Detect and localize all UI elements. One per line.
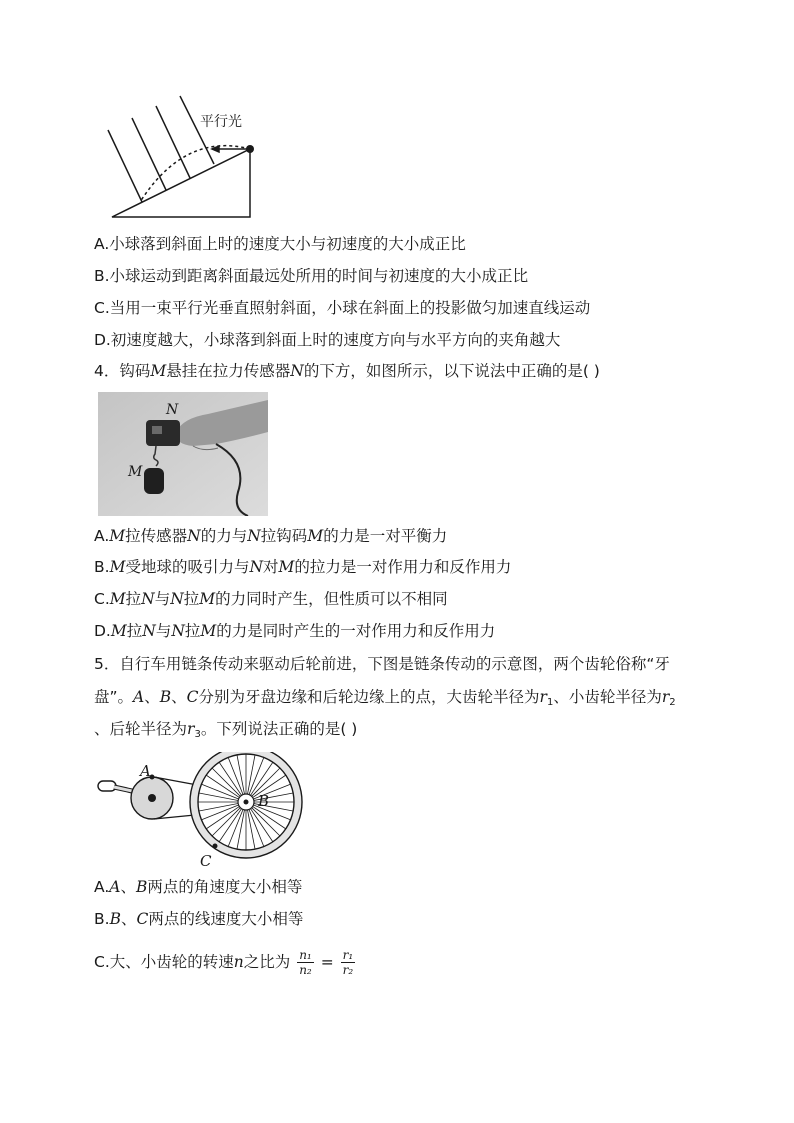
q3-option-c: C.当用一束平行光垂直照射斜面，小球在斜面上的投影做匀加速直线运动 bbox=[94, 299, 591, 317]
ball bbox=[246, 145, 254, 153]
trajectory-dashed bbox=[140, 146, 250, 202]
q4-stem: 4．钩码M悬挂在拉力传感器N的下方，如图所示，以下说法中正确的是( ) bbox=[94, 362, 600, 380]
q3-option-b: B.小球运动到距离斜面最远处所用的时间与初速度的大小成正比 bbox=[94, 267, 529, 285]
q5-option-c: C.大、小齿轮的转速n之比为 $\frac{\text{n₁}}{\text{n₂}}$ = $\frac{\text{r₁}}{\text{r₂}}$ bbox=[94, 948, 354, 977]
q4-option-c: C.M拉N与N拉M的力同时产生，但性质可以不相同 bbox=[94, 590, 448, 608]
photo-label-n: N bbox=[166, 402, 179, 418]
q4-option-b: B.M受地球的吸引力与N对M的拉力是一对作用力和反作用力 bbox=[94, 558, 512, 576]
label-a: A bbox=[140, 762, 151, 780]
incline-projectile-figure bbox=[100, 92, 270, 222]
point-c bbox=[213, 844, 218, 849]
q5-stem-line2: 盘”。A、B、C分别为牙盘边缘和后轮边缘上的点，大齿轮半径为$r_1$、小齿轮半径为$r_2$ bbox=[94, 688, 676, 708]
light-ray bbox=[108, 130, 142, 202]
bicycle-chain-figure bbox=[94, 752, 310, 870]
light-ray bbox=[132, 118, 166, 190]
q5-option-b: B.B、C两点的线速度大小相等 bbox=[94, 910, 304, 928]
fraction-n: $\frac{\text{n₁}}{\text{n₂}}$ bbox=[299, 948, 312, 977]
photo-label-m: M bbox=[128, 464, 143, 480]
fraction-r: $\frac{\text{r₁}}{\text{r₂}}$ bbox=[342, 948, 354, 977]
label-b: B bbox=[258, 792, 270, 810]
force-sensor bbox=[146, 420, 180, 446]
hook-weight bbox=[144, 468, 164, 494]
q5-option-a: A.A、B两点的角速度大小相等 bbox=[94, 878, 303, 896]
light-ray bbox=[156, 106, 190, 178]
sensor-photo bbox=[98, 392, 268, 516]
pedal bbox=[98, 781, 116, 791]
q4-option-a: A.M拉传感器N的力与N拉钩码M的力是一对平衡力 bbox=[94, 527, 448, 545]
q5-stem-line1: 5．自行车用链条传动来驱动后轮前进，下图是链条传动的示意图，两个齿轮俗称“牙 bbox=[94, 655, 670, 673]
parallel-light-label: 平行光 bbox=[200, 114, 242, 130]
label-c: C bbox=[200, 852, 212, 870]
q4-option-d: D.M拉N与N拉M的力是同时产生的一对作用力和反作用力 bbox=[94, 622, 496, 640]
light-ray bbox=[180, 96, 214, 164]
q3-option-d: D.初速度越大，小球落到斜面上时的速度方向与水平方向的夹角越大 bbox=[94, 331, 561, 349]
q5-stem-line3: 、后轮半径为$r_3$。下列说法正确的是( ) bbox=[94, 720, 358, 740]
q3-option-a: A.小球落到斜面上时的速度大小与初速度的大小成正比 bbox=[94, 235, 466, 253]
